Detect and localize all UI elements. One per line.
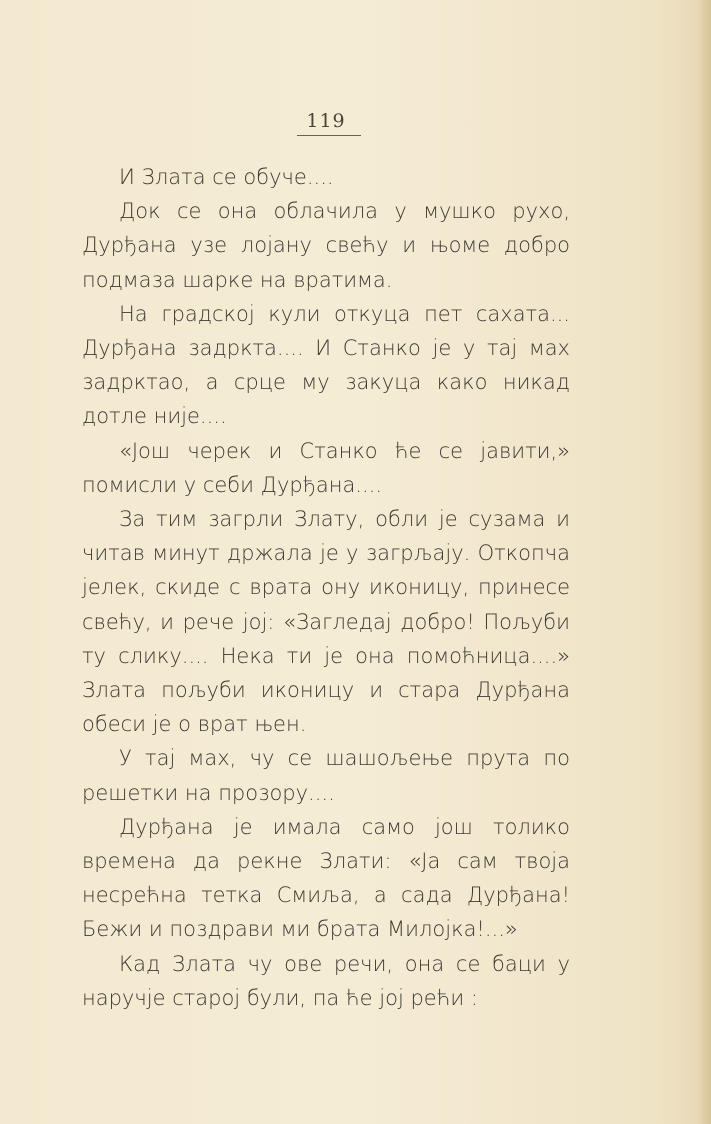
paragraph: Дурђана је имала само још толико времена да рекне Злати: «Ја сам твоја несрећна тетка Смиља, а сада Дурђана! Бежи и поздрави ми брата Милојка!...» xyxy=(82,814,570,942)
page-number-rule xyxy=(297,135,361,136)
body-text xyxy=(82,160,570,1015)
paragraph: За тим загрли Злату, обли је сузама и читав минут држала је у загрљају. Откопча јелек, скиде с врата ону иконицу, принесе свећу, и рече јој: «Загледај добро! Пољуби ту слику.... Нека ти је она помоћница....» Злата пољуби иконицу и стара Дурђана обеси је о врат њен. xyxy=(82,507,570,737)
paragraph: У тај мах, чу се шашољење прута по решетки на прозору.... xyxy=(82,746,570,805)
paragraph: Док се она облачила у мушко рухо, Дурђана узе лојану свећу и њоме добро подмаза шарке на вратима. xyxy=(82,199,570,292)
paragraph: И Злата се обуче.... xyxy=(119,165,334,189)
paragraph: На градској кули откуца пет сахата... Дурђана задркта.... И Станко је у тај мах задрктао, а срце му закуца како никад дотле није.... xyxy=(82,301,570,429)
page-number: 119 xyxy=(306,110,346,132)
page-edge-stain xyxy=(697,0,711,1124)
paragraph: «Још черек и Станко ће се јавити,» помисли у себи Дурђана.... xyxy=(82,438,570,497)
paragraph: Кад Злата чу ове речи, она се баци у наручје старој були, па ће јој рећи : xyxy=(82,951,570,1010)
